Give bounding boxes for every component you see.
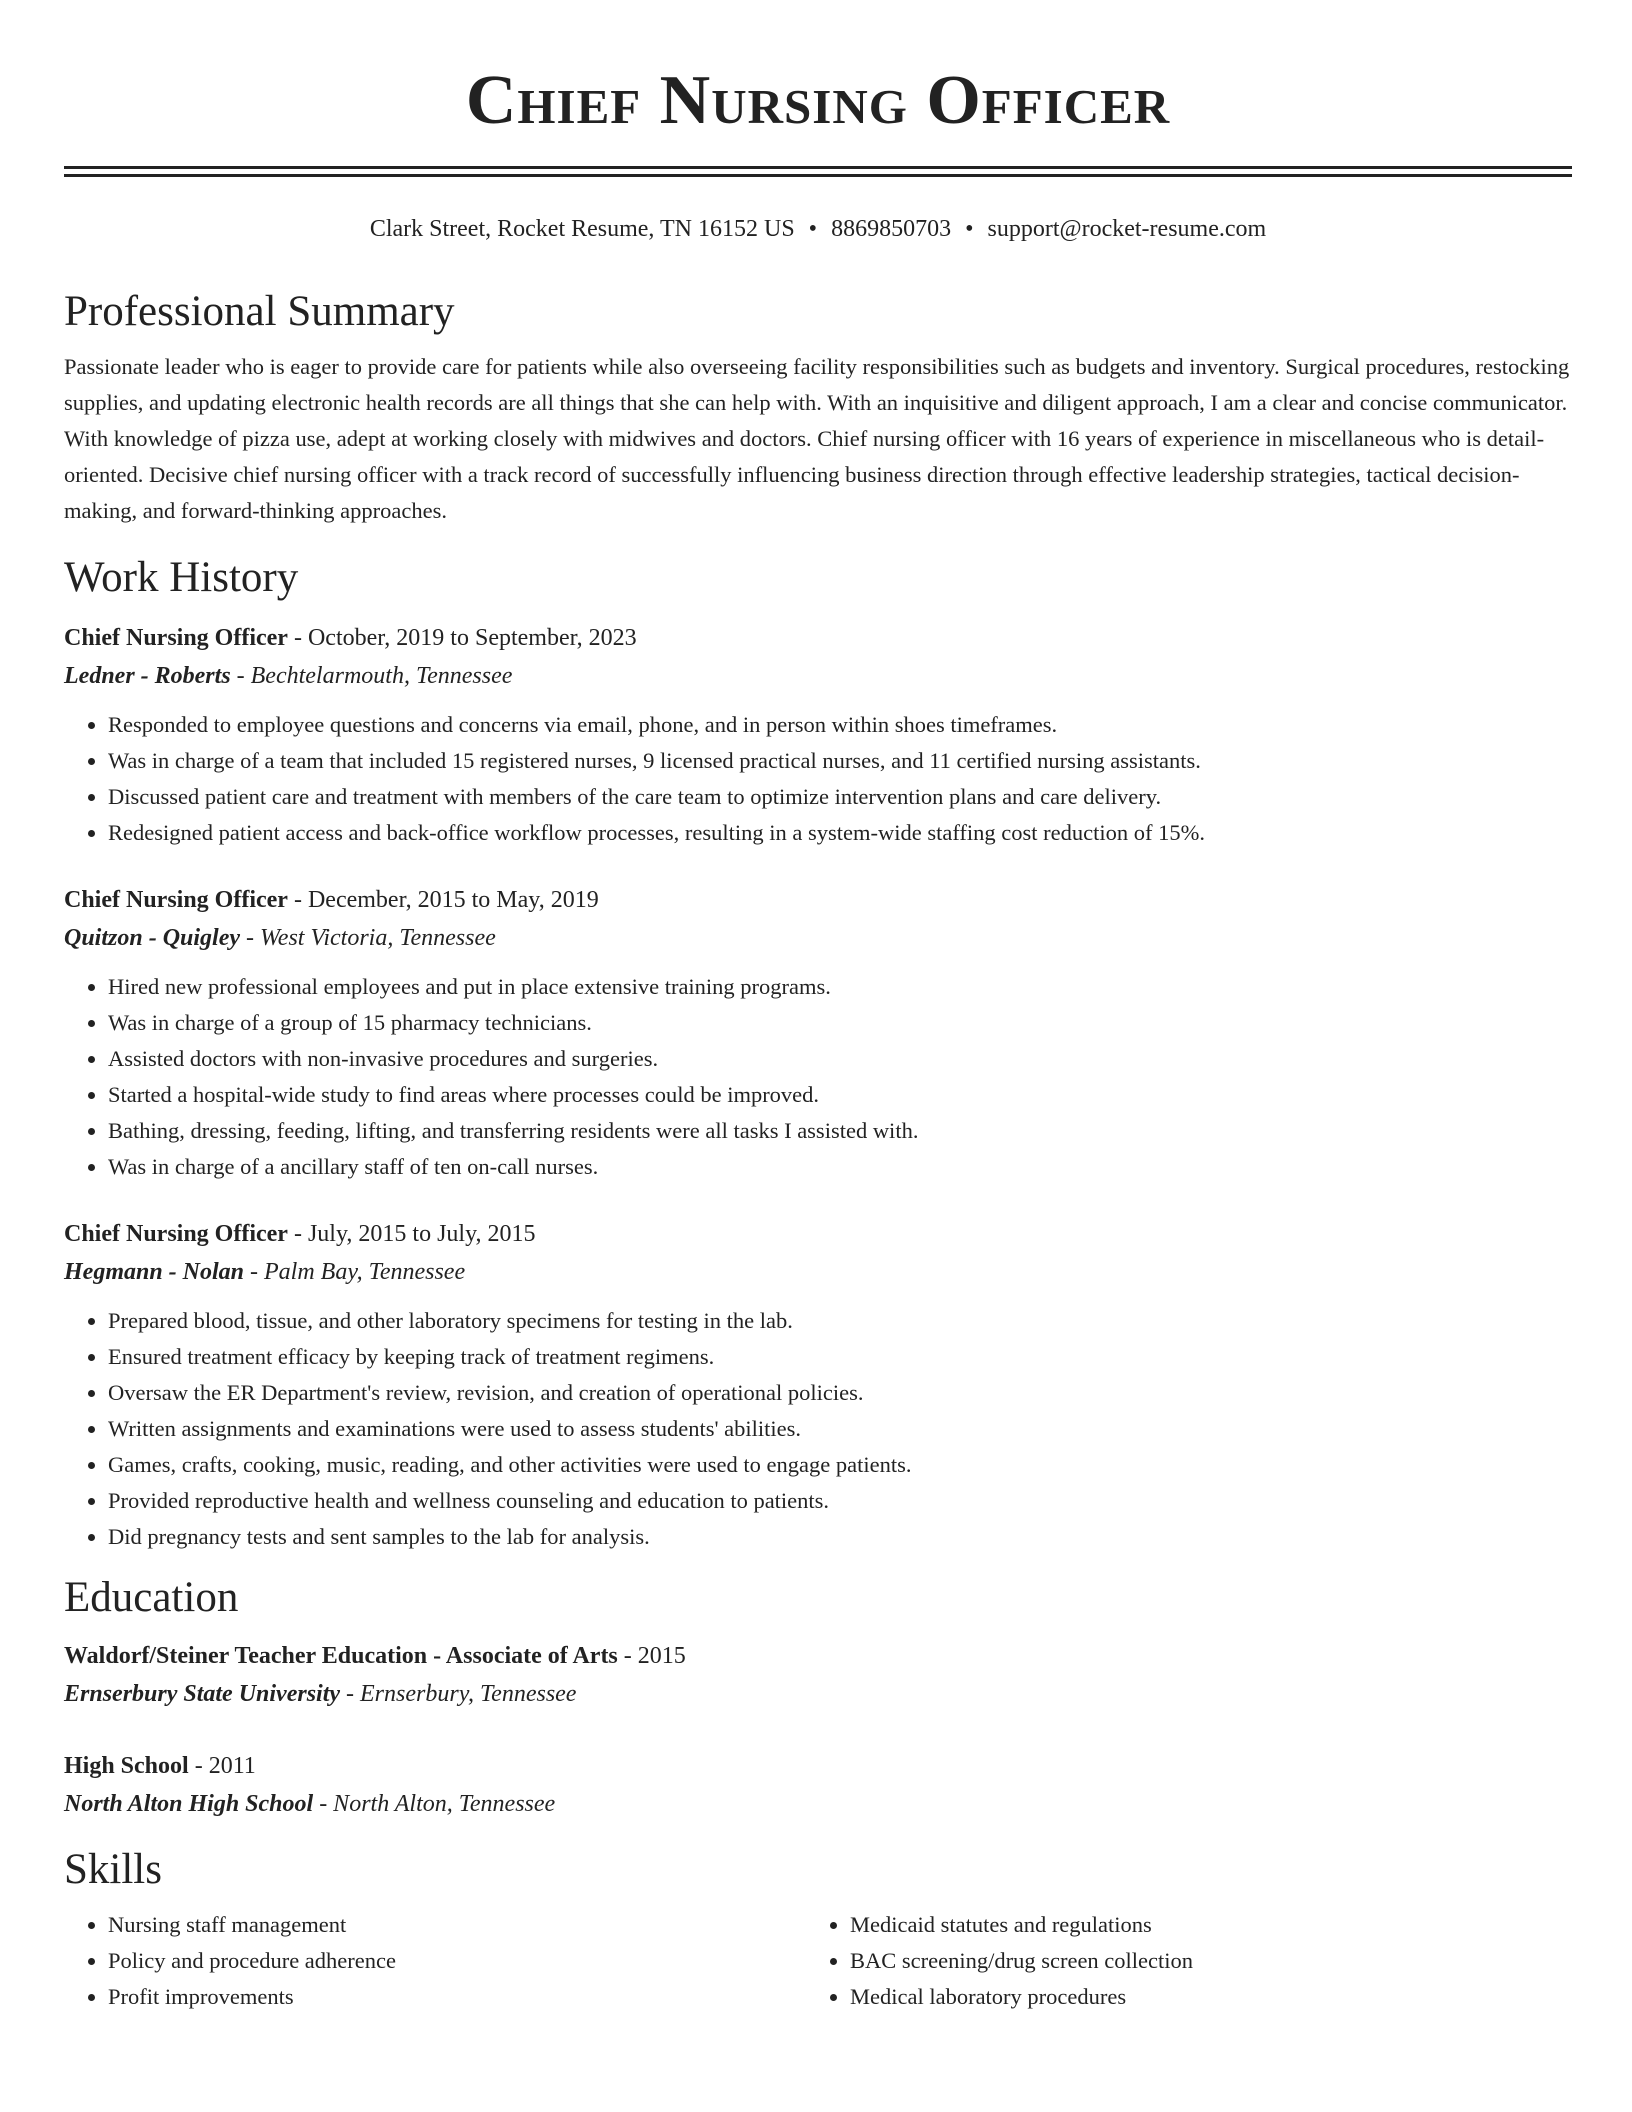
contact-separator: • <box>965 216 974 242</box>
job-title-line <box>64 881 1572 919</box>
skills-list <box>64 1907 1572 2015</box>
job-company-line <box>64 1253 1572 1291</box>
resume-page <box>64 0 1572 2015</box>
job-title: Chief Nursing Officer <box>64 887 288 913</box>
education-school-line <box>64 1675 1572 1713</box>
list-item: • Medical laboratory procedures <box>850 1979 1548 2015</box>
list-item: • Responded to employee questions and concerns via email, phone, and in person within shoes timeframes. <box>108 707 1572 743</box>
contact-separator: • <box>808 216 818 242</box>
list-item: • Bathing, dressing, feeding, lifting, and transferring residents were all tasks I assisted with. <box>108 1113 1572 1149</box>
education-year: - 2011 <box>188 1753 256 1779</box>
education-degree: High School <box>64 1753 189 1779</box>
skills-column-right <box>806 1907 1548 2015</box>
work-history-heading: Work History <box>64 554 299 601</box>
job-title: Chief Nursing Officer <box>64 625 288 651</box>
skills-column-left <box>64 1907 806 2015</box>
education-heading: Education <box>64 1574 239 1621</box>
job-bullets <box>64 969 1572 1185</box>
summary-text: Passionate leader who is eager to provide care for patients while also overseeing facility responsibilities such as budgets and inventory. Surgical procedures, restocking supplies, and updating electronic health records are all things that she can help with. With an inquisitive and diligent approach, I am a clear and concise communicator. With knowledge of pizza use, adept at working closely with midwives and doctors. Chief nursing officer with 16 years of experience in miscellaneous who is detail-oriented. Decisive chief nursing officer with a track record of successfully influencing business direction through effective leadership strategies, tactical decision-making, and forward-thinking approaches. <box>64 354 1570 523</box>
education-degree-line <box>64 1637 1572 1675</box>
list-item: • Was in charge of a ancillary staff of ten on-call nurses. <box>108 1149 1572 1185</box>
job-title: Chief Nursing Officer <box>64 1221 288 1247</box>
education-degree: Waldorf/Steiner Teacher Education - Associate of Arts <box>64 1643 618 1669</box>
list-item: • Hired new professional employees and put in place extensive training programs. <box>108 969 1572 1005</box>
job-bullets <box>64 1303 1572 1555</box>
list-item: • Nursing staff management <box>108 1907 806 1943</box>
job-title-line <box>64 619 1572 657</box>
job-company: Hegmann - Nolan <box>64 1259 245 1285</box>
job-company-line <box>64 657 1572 695</box>
header-rule-top <box>64 166 1572 169</box>
skills-heading: Skills <box>64 1846 162 1893</box>
job-dates: - December, 2015 to May, 2019 <box>287 887 599 913</box>
list-item: • Written assignments and examinations were used to assess students' abilities. <box>108 1411 1572 1447</box>
list-item: • Medicaid statutes and regulations <box>850 1907 1548 1943</box>
list-item: • Assisted doctors with non-invasive procedures and surgeries. <box>108 1041 1572 1077</box>
job-company-line <box>64 919 1572 957</box>
contact-address: Clark Street, Rocket Resume, TN 16152 US <box>369 216 795 242</box>
job-entry <box>64 881 1572 1185</box>
education-entry <box>64 1637 1572 1713</box>
list-item: • Ensured treatment efficacy by keeping track of treatment regimens. <box>108 1339 1572 1375</box>
contact-email: support@rocket-resume.com <box>987 216 1267 242</box>
list-item: • Redesigned patient access and back-office workflow processes, resulting in a system-wide staffing cost reduction of 15%. <box>108 815 1572 851</box>
list-item: • Was in charge of a team that included 15 registered nurses, 9 licensed practical nurses, and 11 certified nursing assistants. <box>108 743 1572 779</box>
list-item: • Started a hospital-wide study to find areas where processes could be improved. <box>108 1077 1572 1113</box>
job-location: - Palm Bay, Tennessee <box>244 1259 466 1285</box>
job-bullets <box>64 707 1572 851</box>
education-school-line <box>64 1785 1572 1823</box>
education-school: Ernserbury State University <box>64 1681 341 1707</box>
list-item: • Did pregnancy tests and sent samples to the lab for analysis. <box>108 1519 1572 1555</box>
contact-phone: 8869850703 <box>831 216 952 242</box>
list-item: • Discussed patient care and treatment with members of the care team to optimize intervention plans and care delivery. <box>108 779 1572 815</box>
education-degree-line <box>64 1747 1572 1785</box>
list-item: • Policy and procedure adherence <box>108 1943 806 1979</box>
resume-name: Chief Nursing Officer <box>465 62 1171 139</box>
list-item: • Was in charge of a group of 15 pharmacy technicians. <box>108 1005 1572 1041</box>
job-company: Ledner - Roberts <box>64 663 231 689</box>
contact-line <box>64 213 1572 245</box>
education-location: - North Alton, Tennessee <box>313 1791 556 1817</box>
job-entry <box>64 619 1572 851</box>
job-title-line <box>64 1215 1572 1253</box>
job-dates: - July, 2015 to July, 2015 <box>287 1221 536 1247</box>
job-dates: - October, 2019 to September, 2023 <box>287 625 637 651</box>
job-company: Quitzon - Quigley <box>64 925 241 951</box>
education-entry <box>64 1747 1572 1823</box>
education-location: - Ernserbury, Tennessee <box>340 1681 577 1707</box>
list-item: • Provided reproductive health and wellness counseling and education to patients. <box>108 1483 1572 1519</box>
education-school: North Alton High School <box>64 1791 314 1817</box>
list-item: • Prepared blood, tissue, and other laboratory specimens for testing in the lab. <box>108 1303 1572 1339</box>
summary-heading: Professional Summary <box>64 288 455 335</box>
list-item: • Oversaw the ER Department's review, revision, and creation of operational policies. <box>108 1375 1572 1411</box>
list-item: • Profit improvements <box>108 1979 806 2015</box>
list-item: • Games, crafts, cooking, music, reading, and other activities were used to engage patients. <box>108 1447 1572 1483</box>
job-location: - West Victoria, Tennessee <box>240 925 496 951</box>
education-year: - 2015 <box>617 1643 686 1669</box>
list-item: • BAC screening/drug screen collection <box>850 1943 1548 1979</box>
job-location: - Bechtelarmouth, Tennessee <box>230 663 513 689</box>
job-entry <box>64 1215 1572 1555</box>
header-rule-bottom <box>64 174 1572 177</box>
